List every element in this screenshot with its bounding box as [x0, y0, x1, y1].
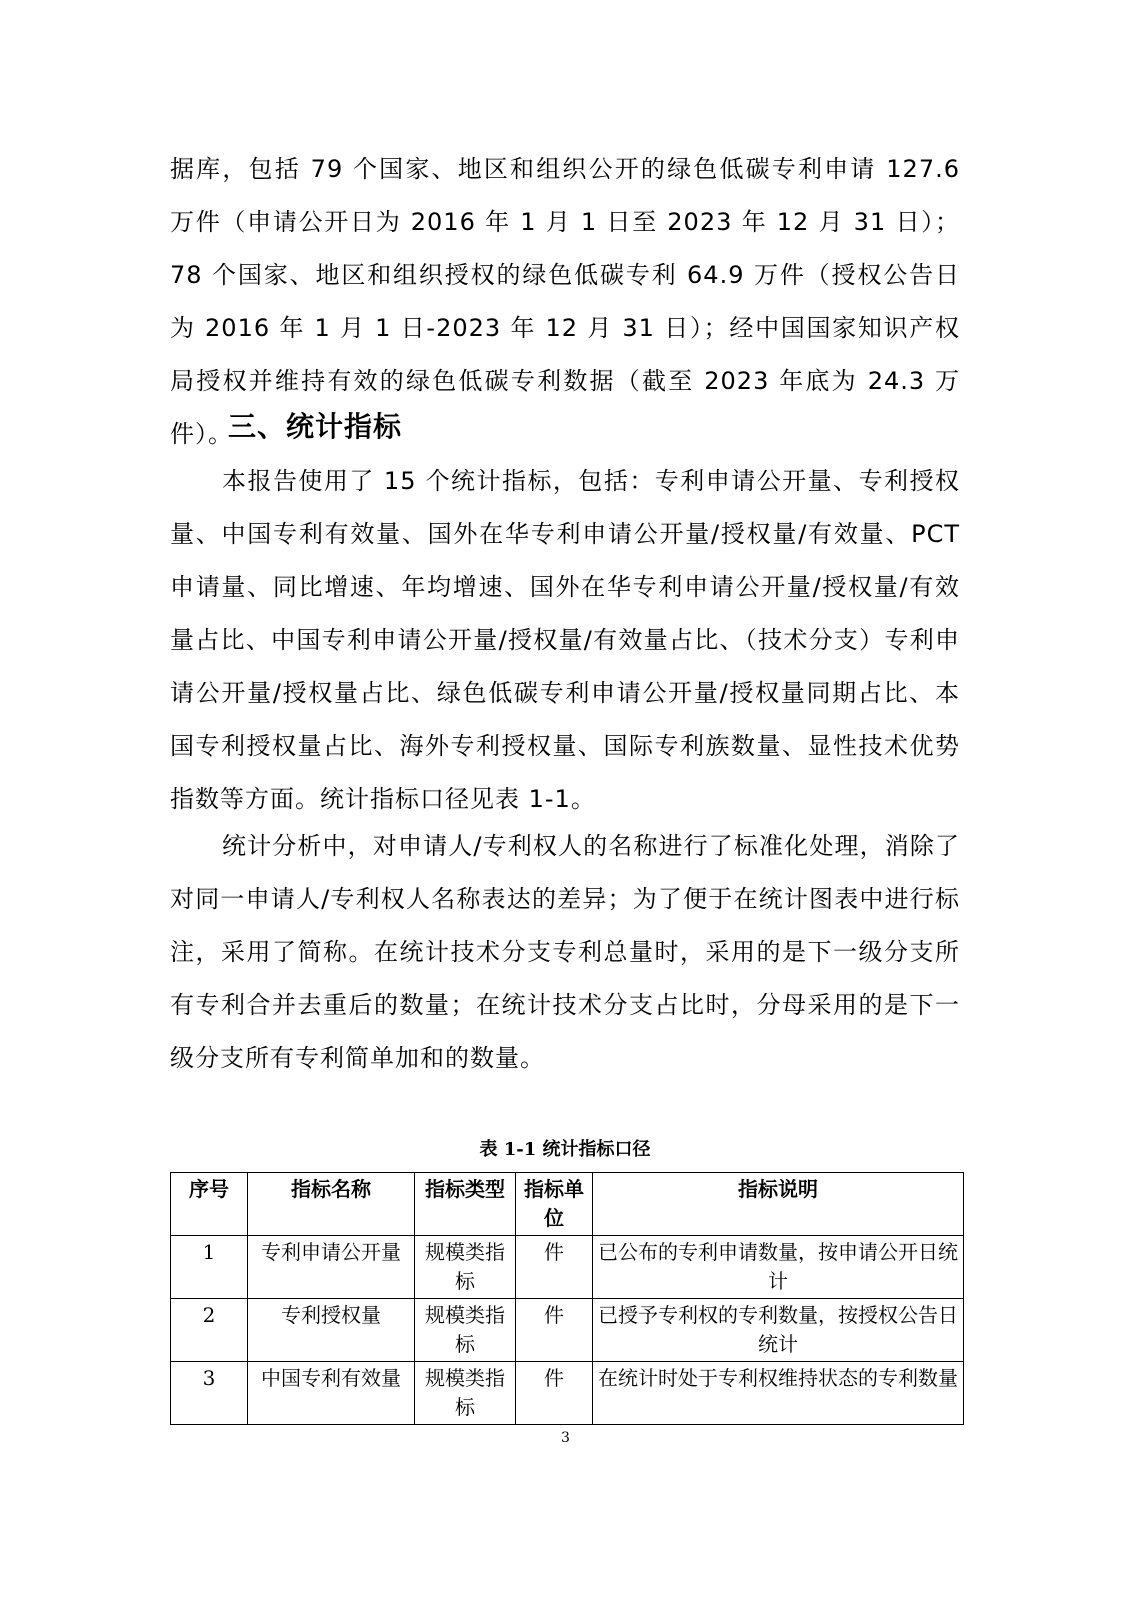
cell-indicator-description: 已公布的专利申请数量，按申请公开日统计	[593, 1236, 964, 1299]
indicator-table-wrapper	[170, 1172, 963, 1425]
cell-indicator-type: 规模类指标	[415, 1236, 516, 1299]
cell-indicator-description: 已授予专利权的专利数量，按授权公告日统计	[593, 1299, 964, 1362]
header-indicator-name: 指标名称	[248, 1173, 415, 1236]
cell-indicator-unit: 件	[516, 1236, 593, 1299]
table-row	[171, 1362, 964, 1425]
cell-indicator-description: 在统计时处于专利权维持状态的专利数量	[593, 1362, 964, 1425]
header-indicator-description: 指标说明	[593, 1173, 964, 1236]
paragraph-analysis-method: 统计分析中，对申请人/专利权人的名称进行了标准化处理，消除了对同一申请人/专利权人名称表达的差异；为了便于在统计图表中进行标注，采用了简称。在统计技术分支专利总量时，采用的是下一级分支所有专利合并去重后的数量；在统计技术分支占比时，分母采用的是下一级分支所有专利简单加和的数量。	[170, 832, 960, 1072]
indicator-table	[170, 1172, 964, 1425]
table-header-row	[171, 1173, 964, 1236]
page-number: 3	[561, 1430, 570, 1446]
cell-indicator-name: 中国专利有效量	[248, 1362, 415, 1425]
paragraph-data-sources: 据库，包括 79 个国家、地区和组织公开的绿色低碳专利申请 127.6 万件（申请公开日为 2016 年 1 月 1 日至 2023 年 12 月 31 日）；78 个国家、地区和组织授权的绿色低碳专利 64.9 万件（授权公告日为 2016 年 1 月 1 日-2023 年 12 月 31 日）；经中国国家知识产权局授权并维持有效的绿色低碳专利数据（截至 2023 年底为 24.3 万件）。	[170, 155, 960, 448]
header-indicator-unit: 指标单位	[516, 1173, 593, 1236]
paragraph-indicator-list: 本报告使用了 15 个统计指标，包括：专利申请公开量、专利授权量、中国专利有效量、国外在华专利申请公开量/授权量/有效量、PCT 申请量、同比增速、年均增速、国外在华专利申请公开量/授权量/有效量占比、中国专利申请公开量/授权量/有效量占比、（技术分支）专利申请公开量/授权量占比、绿色低碳专利申请公开量/授权量同期占比、本国专利授权量占比、海外专利授权量、国际专利族数量、显性技术优势指数等方面。统计指标口径见表 1-1。	[170, 467, 960, 813]
cell-serial-number: 2	[171, 1299, 248, 1362]
cell-indicator-unit: 件	[516, 1299, 593, 1362]
cell-indicator-type: 规模类指标	[415, 1362, 516, 1425]
section-heading-statistical-indicators: 三、统计指标	[228, 410, 403, 443]
cell-indicator-name: 专利申请公开量	[248, 1236, 415, 1299]
table-row	[171, 1236, 964, 1299]
cell-serial-number: 3	[171, 1362, 248, 1425]
header-indicator-type: 指标类型	[415, 1173, 516, 1236]
cell-indicator-unit: 件	[516, 1362, 593, 1425]
table-row	[171, 1299, 964, 1362]
header-serial-number: 序号	[171, 1173, 248, 1236]
cell-indicator-type: 规模类指标	[415, 1299, 516, 1362]
cell-indicator-name: 专利授权量	[248, 1299, 415, 1362]
table-caption: 表 1-1 统计指标口径	[479, 1139, 651, 1160]
cell-serial-number: 1	[171, 1236, 248, 1299]
